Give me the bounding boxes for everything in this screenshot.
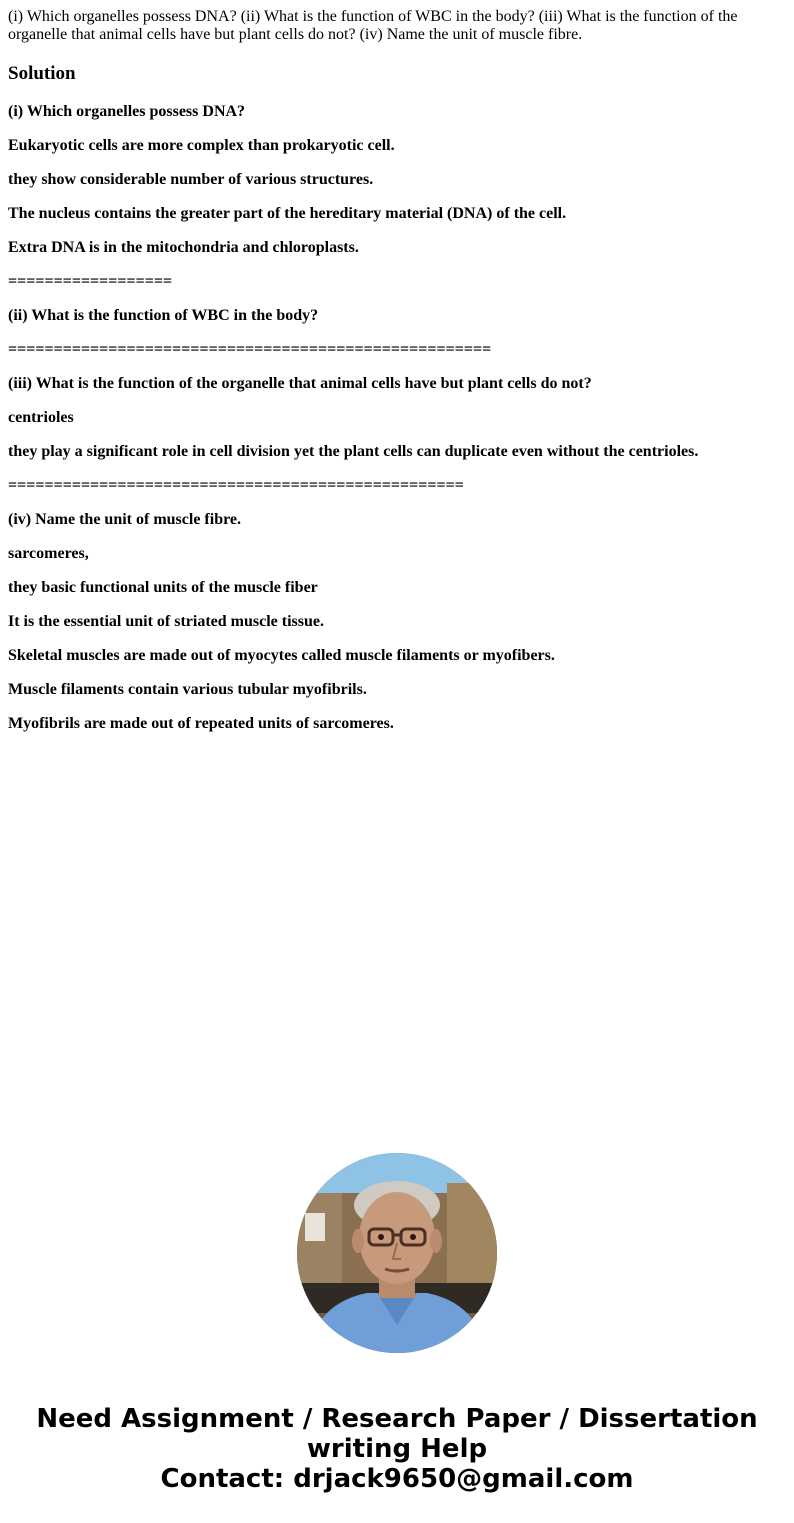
answer-line: Myofibrils are made out of repeated units of sarcomeres. bbox=[8, 715, 394, 732]
answer-line: (iii) What is the function of the organelle that animal cells have but plant cells do not? bbox=[8, 375, 592, 392]
footer-banner bbox=[0, 1404, 794, 1494]
answer-line: Muscle filaments contain various tubular myofibrils. bbox=[8, 681, 367, 698]
answer-line: Eukaryotic cells are more complex than prokaryotic cell. bbox=[8, 137, 395, 154]
answer-line: they show considerable number of various structures. bbox=[8, 171, 374, 188]
author-photo bbox=[297, 1153, 497, 1353]
answer-line: they play a significant role in cell division yet the plant cells can duplicate even without the centrioles. bbox=[8, 443, 699, 460]
answer-line: The nucleus contains the greater part of the hereditary material (DNA) of the cell. bbox=[8, 205, 567, 222]
answer-line: they basic functional units of the muscle fiber bbox=[8, 579, 318, 596]
answer-line: sarcomeres, bbox=[8, 545, 89, 562]
question-text: (i) Which organelles possess DNA? (ii) What is the function of WBC in the body? (iii) What is the function of the organelle that animal cells have but plant cells do not? (iv) Name the unit of muscle fibre. bbox=[8, 8, 738, 43]
author-avatar bbox=[297, 1153, 497, 1353]
footer-line-2: writing Help bbox=[306, 1434, 488, 1464]
answer-line: (ii) What is the function of WBC in the body? bbox=[8, 307, 319, 324]
answer-line: (i) Which organelles possess DNA? bbox=[8, 103, 246, 120]
separator-line: ===================================================== bbox=[8, 341, 492, 358]
answer-line: It is the essential unit of striated muscle tissue. bbox=[8, 613, 324, 630]
separator-line: ================================================== bbox=[8, 477, 464, 494]
answer-line: Extra DNA is in the mitochondria and chloroplasts. bbox=[8, 239, 359, 256]
separator-line: ================== bbox=[8, 273, 173, 290]
answer-line: centrioles bbox=[8, 409, 74, 426]
answer-line: (iv) Name the unit of muscle fibre. bbox=[8, 511, 241, 528]
answer-line: Skeletal muscles are made out of myocytes called muscle filaments or myofibers. bbox=[8, 647, 555, 664]
footer-line-1: Need Assignment / Research Paper / Dissertation bbox=[36, 1404, 758, 1434]
footer-contact: Contact: drjack9650@gmail.com bbox=[160, 1464, 634, 1494]
solution-heading: Solution bbox=[8, 63, 76, 84]
